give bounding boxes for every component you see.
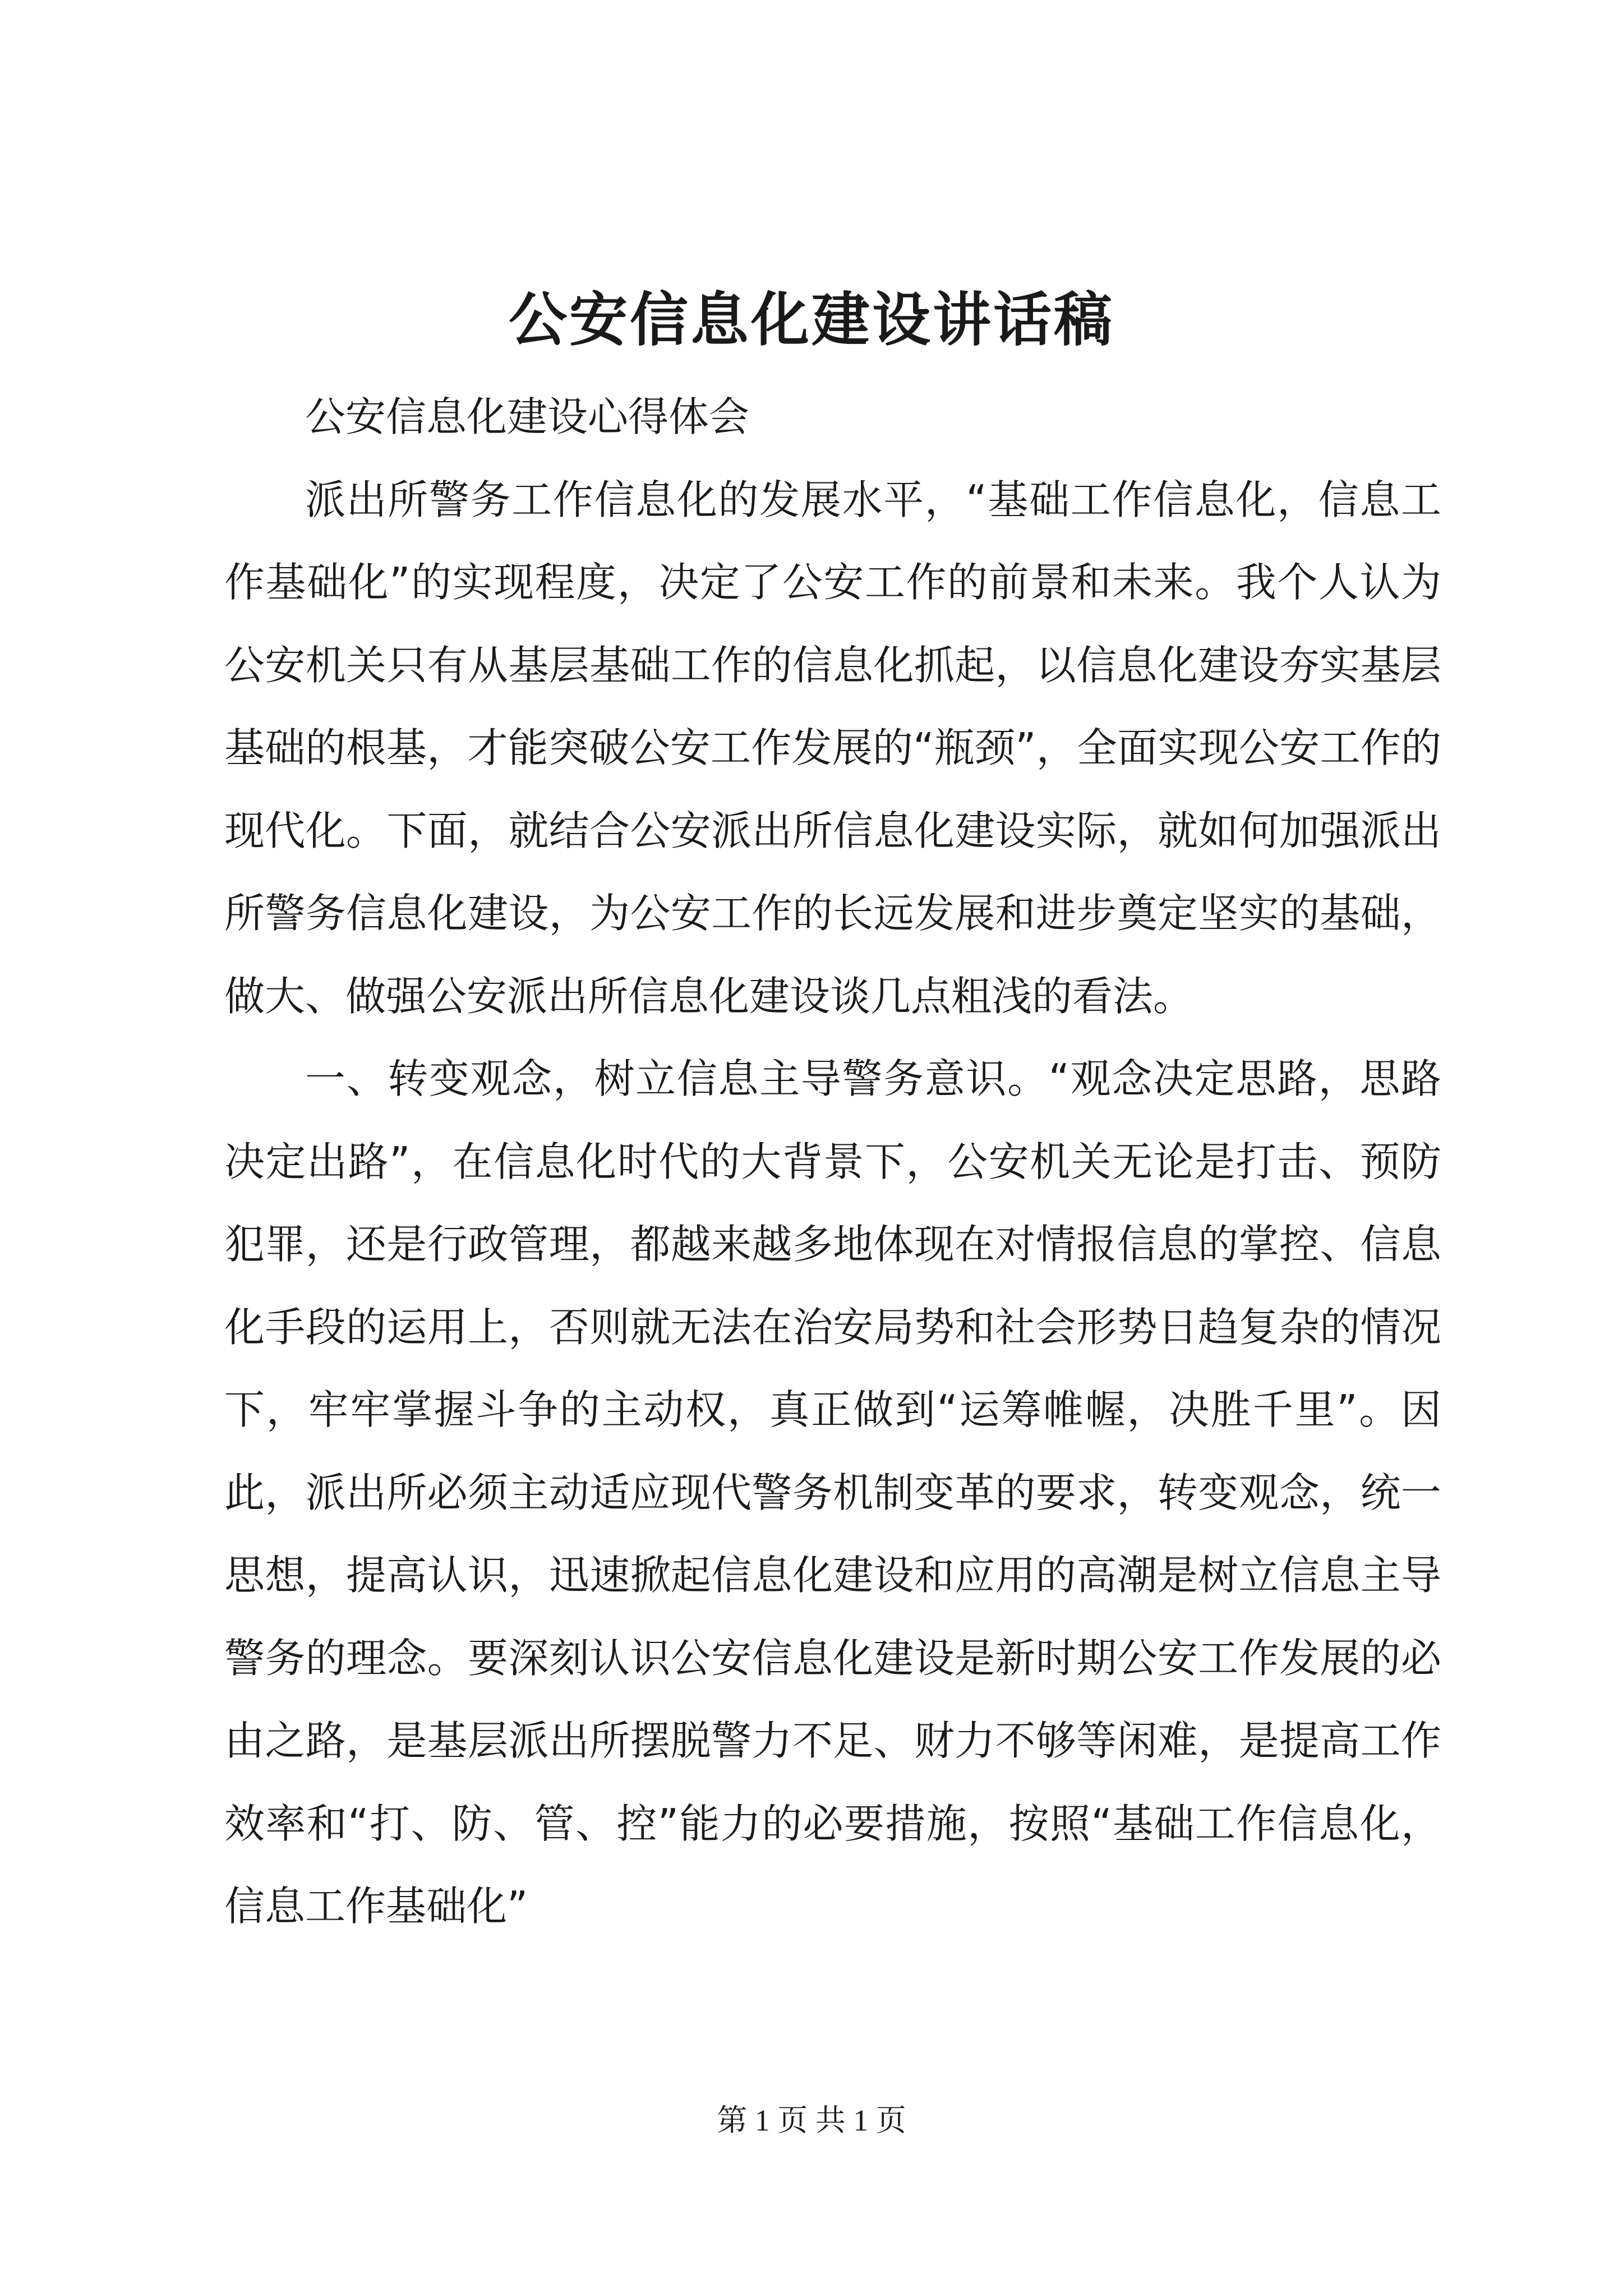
body-paragraph-2: 一、转变观念，树立信息主导警务意识。“观念决定思路，思路决定出路”，在信息化时代的大背景下，公安机关无论是打击、预防犯罪，还是行政管理，都越来越多地体现在对情报信息的掌控、信息化手段的运用上，否则就无法在治安局势和社会形势日趋复杂的情况下，牢牢掌握斗争的主动权，真正做到“运筹帷幄，决胜千里”。因此，派出所必须主动适应现代警务机制变革的要求，转变观念，统一思想，提高认识，迅速掀起信息化建设和应用的高潮是树立信息主导警务的理念。要深刻认识公安信息化建设是新时期公安工作发展的必由之路，是基层派出所摆脱警力不足、财力不够等闲难，是提高工作效率和“打、防、管、控”能力的必要措施，按照“基础工作信息化，信息工作基础化” — [224, 1055, 1441, 1930]
document-subtitle: 公安信息化建设心得体会 — [305, 393, 750, 440]
body-paragraph-1: 派出所警务工作信息化的发展水平，“基础工作信息化，信息工作基础化”的实现程度，决定了公安工作的前景和未来。我个人认为公安机关只有从基层基础工作的信息化抓起，以信息化建设夯实基层基础的根基，才能突破公安工作发展的“瓶颈”，全面实现公安工作的现代化。下面，就结合公安派出所信息化建设实际，就如何加强派出所警务信息化建设，为公安工作的长远发展和进步奠定坚实的基础，做大、做强公安派出所信息化建设谈几点粗浅的看法。 — [224, 476, 1441, 1020]
document-title: 公安信息化建设讲话稿 — [508, 285, 1114, 354]
page-footer: 第 1 页 共 1 页 — [717, 2104, 906, 2137]
document-body — [224, 376, 1441, 1948]
